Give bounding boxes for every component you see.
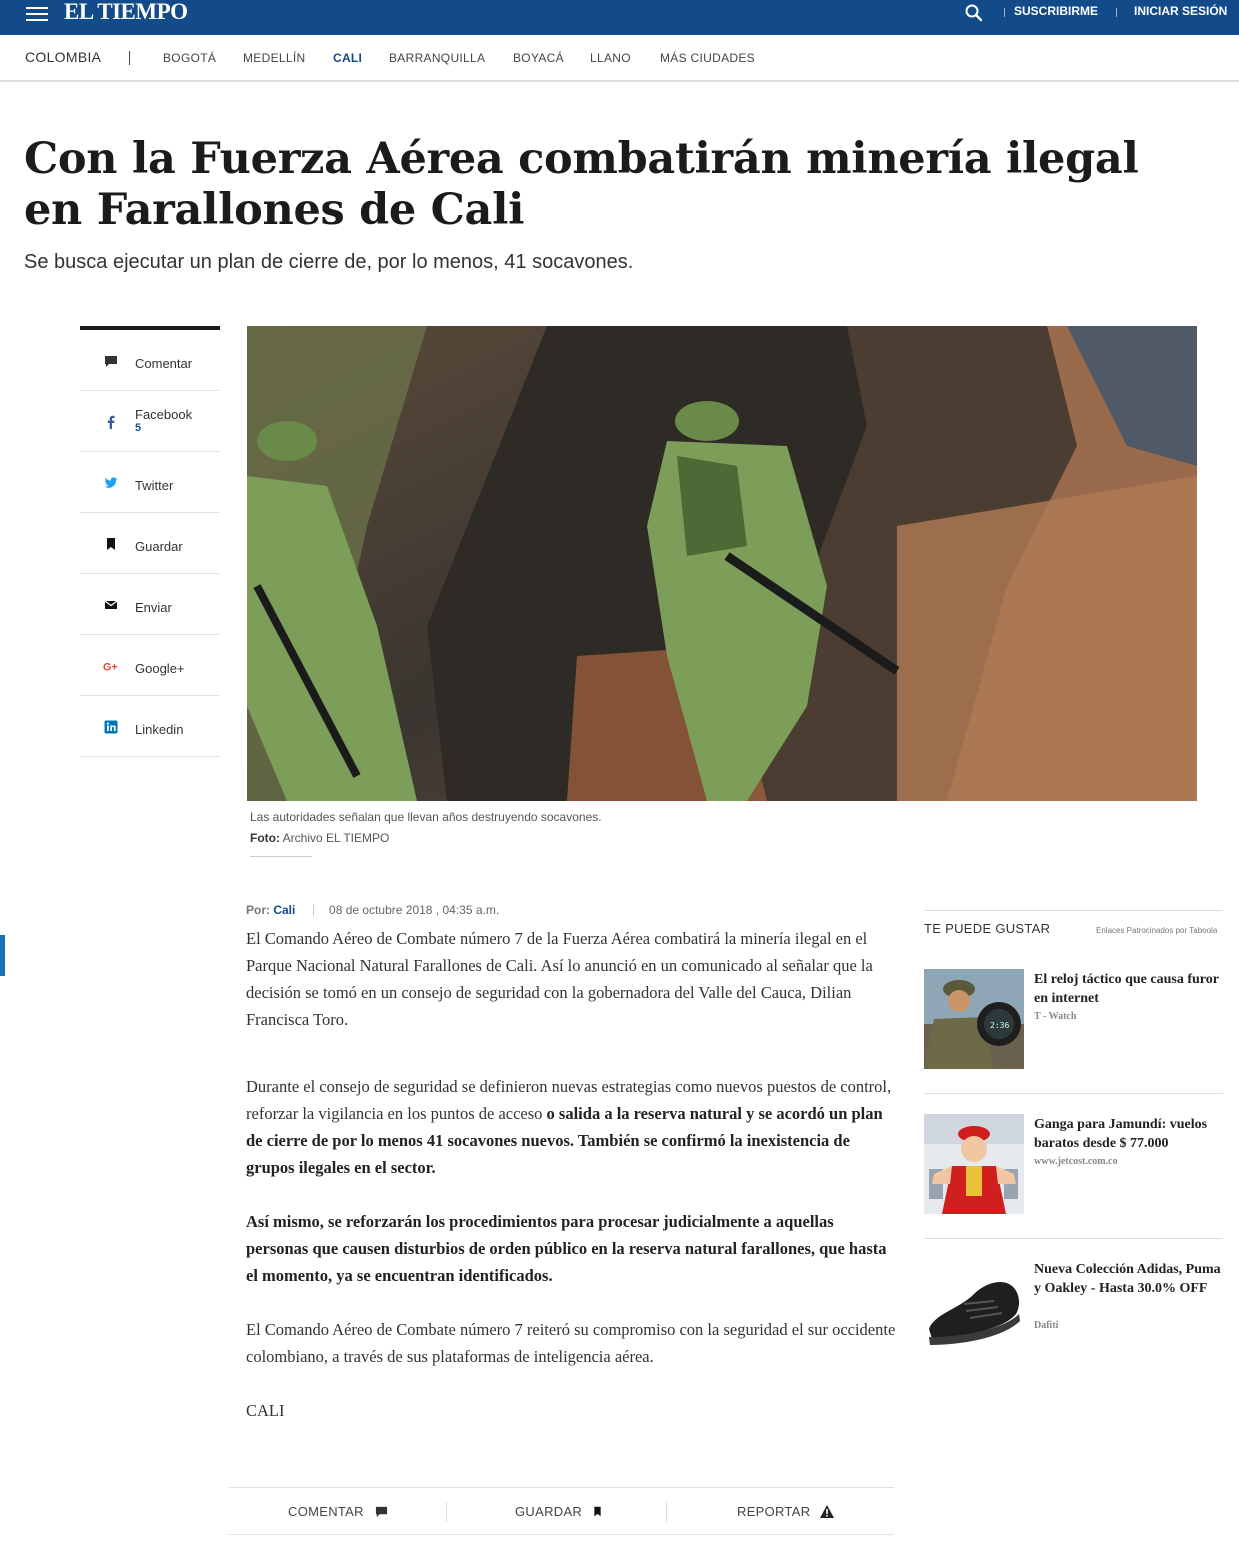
credit-value: Archivo EL TIEMPO <box>282 831 390 845</box>
taboola-source: Dafiti <box>1034 1320 1059 1331</box>
article-subtitle: Se busca ejecutar un plan de cierre de, por lo menos, 41 socavones. <box>24 251 634 273</box>
taboola-source: www.jetcost.com.co <box>1034 1156 1118 1167</box>
share-label: Comentar <box>135 356 193 371</box>
twitter-icon <box>104 476 118 490</box>
nav-section-colombia[interactable]: COLOMBIA <box>25 49 102 65</box>
paragraph-3: Así mismo, se reforzarán los procedimientos para procesar judicialmente a aquellas personas que causen disturbios de orden público en la reserva natural farallones, que hasta el momento, ya se encuentran identificados. <box>246 1212 887 1285</box>
thumbnail-watch <box>924 969 1024 1069</box>
taboola-divider <box>924 1093 1223 1094</box>
taboola-title: El reloj táctico que causa furor en internet <box>1034 972 1219 1006</box>
subscribe-link[interactable]: SUSCRIBIRME <box>1014 4 1099 18</box>
share-label: Facebook <box>135 407 193 422</box>
bookmark-icon <box>104 537 118 551</box>
nav-item-mas-ciudades[interactable]: MÁS CIUDADES <box>660 51 755 65</box>
share-twitter[interactable] <box>80 452 220 513</box>
article-actions <box>229 1487 894 1535</box>
hero-image <box>247 326 1197 801</box>
report-label: REPORTAR <box>737 1504 811 1519</box>
login-link[interactable]: INICIAR SESIÓN <box>1134 4 1228 18</box>
search-icon[interactable] <box>965 4 983 22</box>
paragraph-1: El Comando Aéreo de Combate número 7 de la Fuerza Aérea combatirá la minería ilegal en el Parque Nacional Natural Farallones de Cali. Así lo anunció en un comunicado al señalar que la decisión se tomó en un consejo de seguridad con la gobernadora del Valle del Cauca, Dilian Francisca Toro. <box>246 929 873 1029</box>
taboola-source: T - Watch <box>1034 1011 1077 1022</box>
mail-icon <box>104 598 118 612</box>
caption-divider <box>250 856 312 857</box>
nav-divider <box>129 51 130 65</box>
share-label: Google+ <box>135 661 185 676</box>
menu-icon[interactable] <box>26 5 48 23</box>
taboola-title: Ganga para Jamundí: vuelos baratos desde $ 77.000 <box>1034 1117 1208 1151</box>
action-separator <box>666 1502 667 1522</box>
save-label: GUARDAR <box>515 1504 583 1519</box>
site-logo[interactable]: EL TIEMPO <box>64 0 188 24</box>
nav-item-medellin[interactable]: MEDELLÍN <box>243 51 306 65</box>
nav-item-bogota[interactable]: BOGOTÁ <box>163 51 217 65</box>
image-caption: Las autoridades señalan que llevan años destruyendo socavones. <box>250 810 602 824</box>
save-button[interactable] <box>515 1504 603 1519</box>
share-save[interactable] <box>80 513 220 574</box>
bookmark-icon <box>592 1505 603 1518</box>
linkedin-icon <box>104 720 118 734</box>
facebook-icon <box>104 413 118 431</box>
paragraph-5: CALI <box>246 1401 285 1420</box>
share-comment[interactable] <box>80 330 220 391</box>
taboola-title: Nueva Colección Adidas, Puma y Oakley - Hasta 30.0% OFF <box>1034 1262 1221 1296</box>
nav-item-boyaca[interactable]: BOYACÁ <box>513 51 564 65</box>
city-nav <box>0 35 1239 82</box>
nav-item-barranquilla[interactable]: BARRANQUILLA <box>389 51 486 65</box>
share-label: Twitter <box>135 478 174 493</box>
report-button[interactable] <box>737 1504 834 1519</box>
byline <box>246 903 499 917</box>
svg-text:G+: G+ <box>103 661 118 673</box>
share-linkedin[interactable] <box>80 696 220 757</box>
share-mail[interactable] <box>80 574 220 635</box>
author-link[interactable]: Cali <box>273 903 296 917</box>
publish-date: 08 de octubre 2018 , 04:35 a.m. <box>329 903 500 917</box>
feedback-tab[interactable] <box>0 935 5 976</box>
article-body <box>246 925 896 1451</box>
paragraph-4: El Comando Aéreo de Combate número 7 reiteró su compromiso con la seguridad el sur occidente colombiano, a través de sus plataformas de inteligencia aérea. <box>246 1320 896 1366</box>
taboola-top-line <box>924 910 1223 911</box>
thumbnail-shoes <box>924 1259 1024 1359</box>
action-separator <box>446 1502 447 1522</box>
byline-separator <box>313 904 314 916</box>
taboola-divider <box>924 1238 1223 1239</box>
comment-button[interactable] <box>288 1504 389 1519</box>
paragraph-2-bold: o salida a la reserva natural y se acordó un plan de cierre de por lo menos 41 socavones nuevos. También se confirmó la inexistencia de grupos ilegales en el sector. <box>246 1104 883 1177</box>
image-credit <box>250 831 389 845</box>
google-plus-icon <box>103 659 121 673</box>
share-label: Enviar <box>135 600 172 615</box>
facebook-count: 5 <box>135 422 142 434</box>
share-google-plus[interactable] <box>80 635 220 696</box>
warning-icon <box>820 1505 834 1518</box>
taboola-item-shoes[interactable] <box>924 1259 1223 1359</box>
taboola-item-watch[interactable] <box>924 969 1223 1069</box>
nav-item-llano[interactable]: LLANO <box>590 51 631 65</box>
share-sidebar <box>80 326 220 757</box>
credit-label: Foto: <box>250 831 280 845</box>
article-title: Con la Fuerza Aérea combatirán minería ilegal en Farallones de Cali <box>24 134 1139 235</box>
paragraph-2-text: Durante el consejo de seguridad se definieron nuevas estrategias como nuevos puestos de control, reforzar la vigilancia en los puntos de acceso <box>246 1077 892 1123</box>
comment-label: COMENTAR <box>288 1504 364 1519</box>
share-label: Guardar <box>135 539 183 554</box>
comment-icon <box>104 354 118 368</box>
byline-label: Por: <box>246 903 270 917</box>
share-facebook[interactable] <box>80 391 220 452</box>
paragraph-2 <box>246 1073 896 1181</box>
svg-text:2:36: 2:36 <box>990 1021 1010 1030</box>
share-label: Linkedin <box>135 722 184 737</box>
taboola-heading: TE PUEDE GUSTAR <box>924 921 1051 936</box>
taboola-item-flights[interactable] <box>924 1114 1223 1214</box>
taboola-sponsored-label[interactable]: Enlaces Patrocinados por Taboola <box>1096 926 1218 935</box>
thumbnail-flights <box>924 1114 1024 1214</box>
top-separator <box>1116 8 1117 17</box>
top-separator <box>1004 8 1005 17</box>
comment-icon <box>374 1505 389 1518</box>
top-bar <box>0 0 1239 35</box>
nav-item-cali[interactable]: CALI <box>333 51 363 65</box>
